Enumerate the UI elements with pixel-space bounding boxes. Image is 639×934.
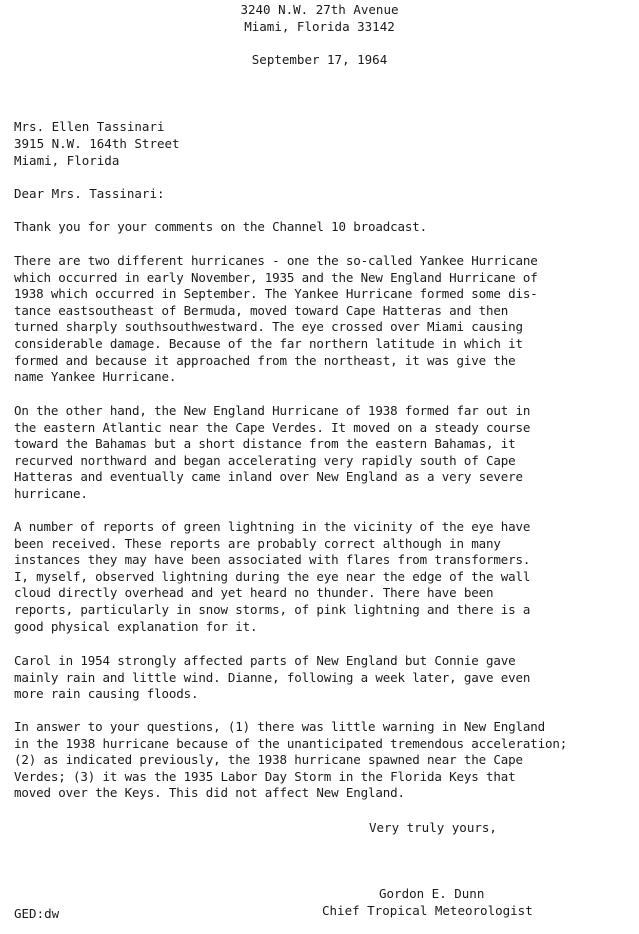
signature-name: Gordon E. Dunn xyxy=(379,886,485,901)
paragraph-line: considerable damage. Because of the far northern latitude in which it xyxy=(14,335,523,351)
paragraph-line: A number of reports of green lightning in the vicinity of the eye have xyxy=(14,519,531,534)
paragraph-answers xyxy=(14,719,626,802)
paragraph-line: which occurred in early November, 1935 and the New England Hurricane of xyxy=(14,269,538,285)
reference-initials: GED:dw xyxy=(14,906,60,921)
recipient-street: 3915 N.W. 164th Street xyxy=(14,136,180,151)
paragraph-line: turned sharply southsouthwestward. The eye crossed over Miami causing xyxy=(14,319,523,335)
paragraph-carol-connie-dianne xyxy=(14,653,626,703)
paragraph-new-england-hurricane xyxy=(14,403,626,503)
paragraph-line: 1938 which occurred in September. The Yankee Hurricane formed some dis- xyxy=(14,286,538,302)
paragraph-line: There are two different hurricanes - one the so-called Yankee Hurricane xyxy=(14,253,538,268)
paragraph-line: mainly rain and little wind. Dianne, following a week later, gave even xyxy=(14,669,531,685)
paragraph-line: instances they may have been associated with flares from transformers. xyxy=(14,552,531,568)
paragraph-yankee-hurricane xyxy=(14,253,626,386)
paragraph-line: the eastern Atlantic near the Cape Verdes. It moved on a steady course xyxy=(14,419,531,435)
paragraph-line: Hatteras and eventually came inland over New England as a very severe xyxy=(14,469,523,485)
paragraph-line: Verdes; (3) it was the 1935 Labor Day Storm in the Florida Keys that xyxy=(14,768,516,784)
paragraph-line: formed and because it approached from the northeast, it was give the xyxy=(14,352,516,368)
paragraph-line: Thank you for your comments on the Channel 10 broadcast. xyxy=(14,219,428,234)
paragraph-line: good physical explanation for it. xyxy=(14,618,258,634)
paragraph-line: in the 1938 hurricane because of the unanticipated tremendous acceleration; xyxy=(14,735,568,751)
salutation: Dear Mrs. Tassinari: xyxy=(14,186,165,201)
paragraph-line: been received. These reports are probably correct although in many xyxy=(14,535,501,551)
paragraph-line: toward the Bahamas but a short distance from the eastern Bahamas, it xyxy=(14,436,516,452)
paragraph-line: reports, particularly in snow storms, of pink lightning and there is a xyxy=(14,601,531,617)
recipient-name: Mrs. Ellen Tassinari xyxy=(14,119,165,134)
recipient-city: Miami, Florida xyxy=(14,153,120,168)
sender-city: Miami, Florida 33142 xyxy=(244,19,395,34)
paragraph-thanks xyxy=(14,219,626,236)
paragraph-line: In answer to your questions, (1) there was little warning in New England xyxy=(14,719,546,734)
paragraph-line: On the other hand, the New England Hurricane of 1938 formed far out in xyxy=(14,403,531,418)
sender-street: 3240 N.W. 27th Avenue xyxy=(240,2,399,17)
paragraph-line: (2) as indicated previously, the 1938 hurricane spawned near the Cape xyxy=(14,752,523,768)
paragraph-line: hurricane. xyxy=(14,485,88,501)
paragraph-line: cloud directly overhead and yet heard no thunder. There have been xyxy=(14,585,494,601)
closing: Very truly yours, xyxy=(369,820,497,835)
paragraph-line: tance eastsoutheast of Bermuda, moved toward Cape Hatteras and then xyxy=(14,302,509,318)
paragraph-line: recurved northward and began accelerating very rapidly south of Cape xyxy=(14,452,516,468)
paragraph-line: Carol in 1954 strongly affected parts of New England but Connie gave xyxy=(14,653,516,668)
paragraph-line: more rain causing floods. xyxy=(14,686,199,702)
paragraph-green-lightning xyxy=(14,519,626,635)
paragraph-line: moved over the Keys. This did not affect New England. xyxy=(14,785,405,801)
paragraph-line: name Yankee Hurricane. xyxy=(14,369,177,385)
letter-date: September 17, 1964 xyxy=(251,52,388,67)
paragraph-line: I, myself, observed lightning during the eye near the edge of the wall xyxy=(14,568,531,584)
signature-title: Chief Tropical Meteorologist xyxy=(322,903,533,918)
